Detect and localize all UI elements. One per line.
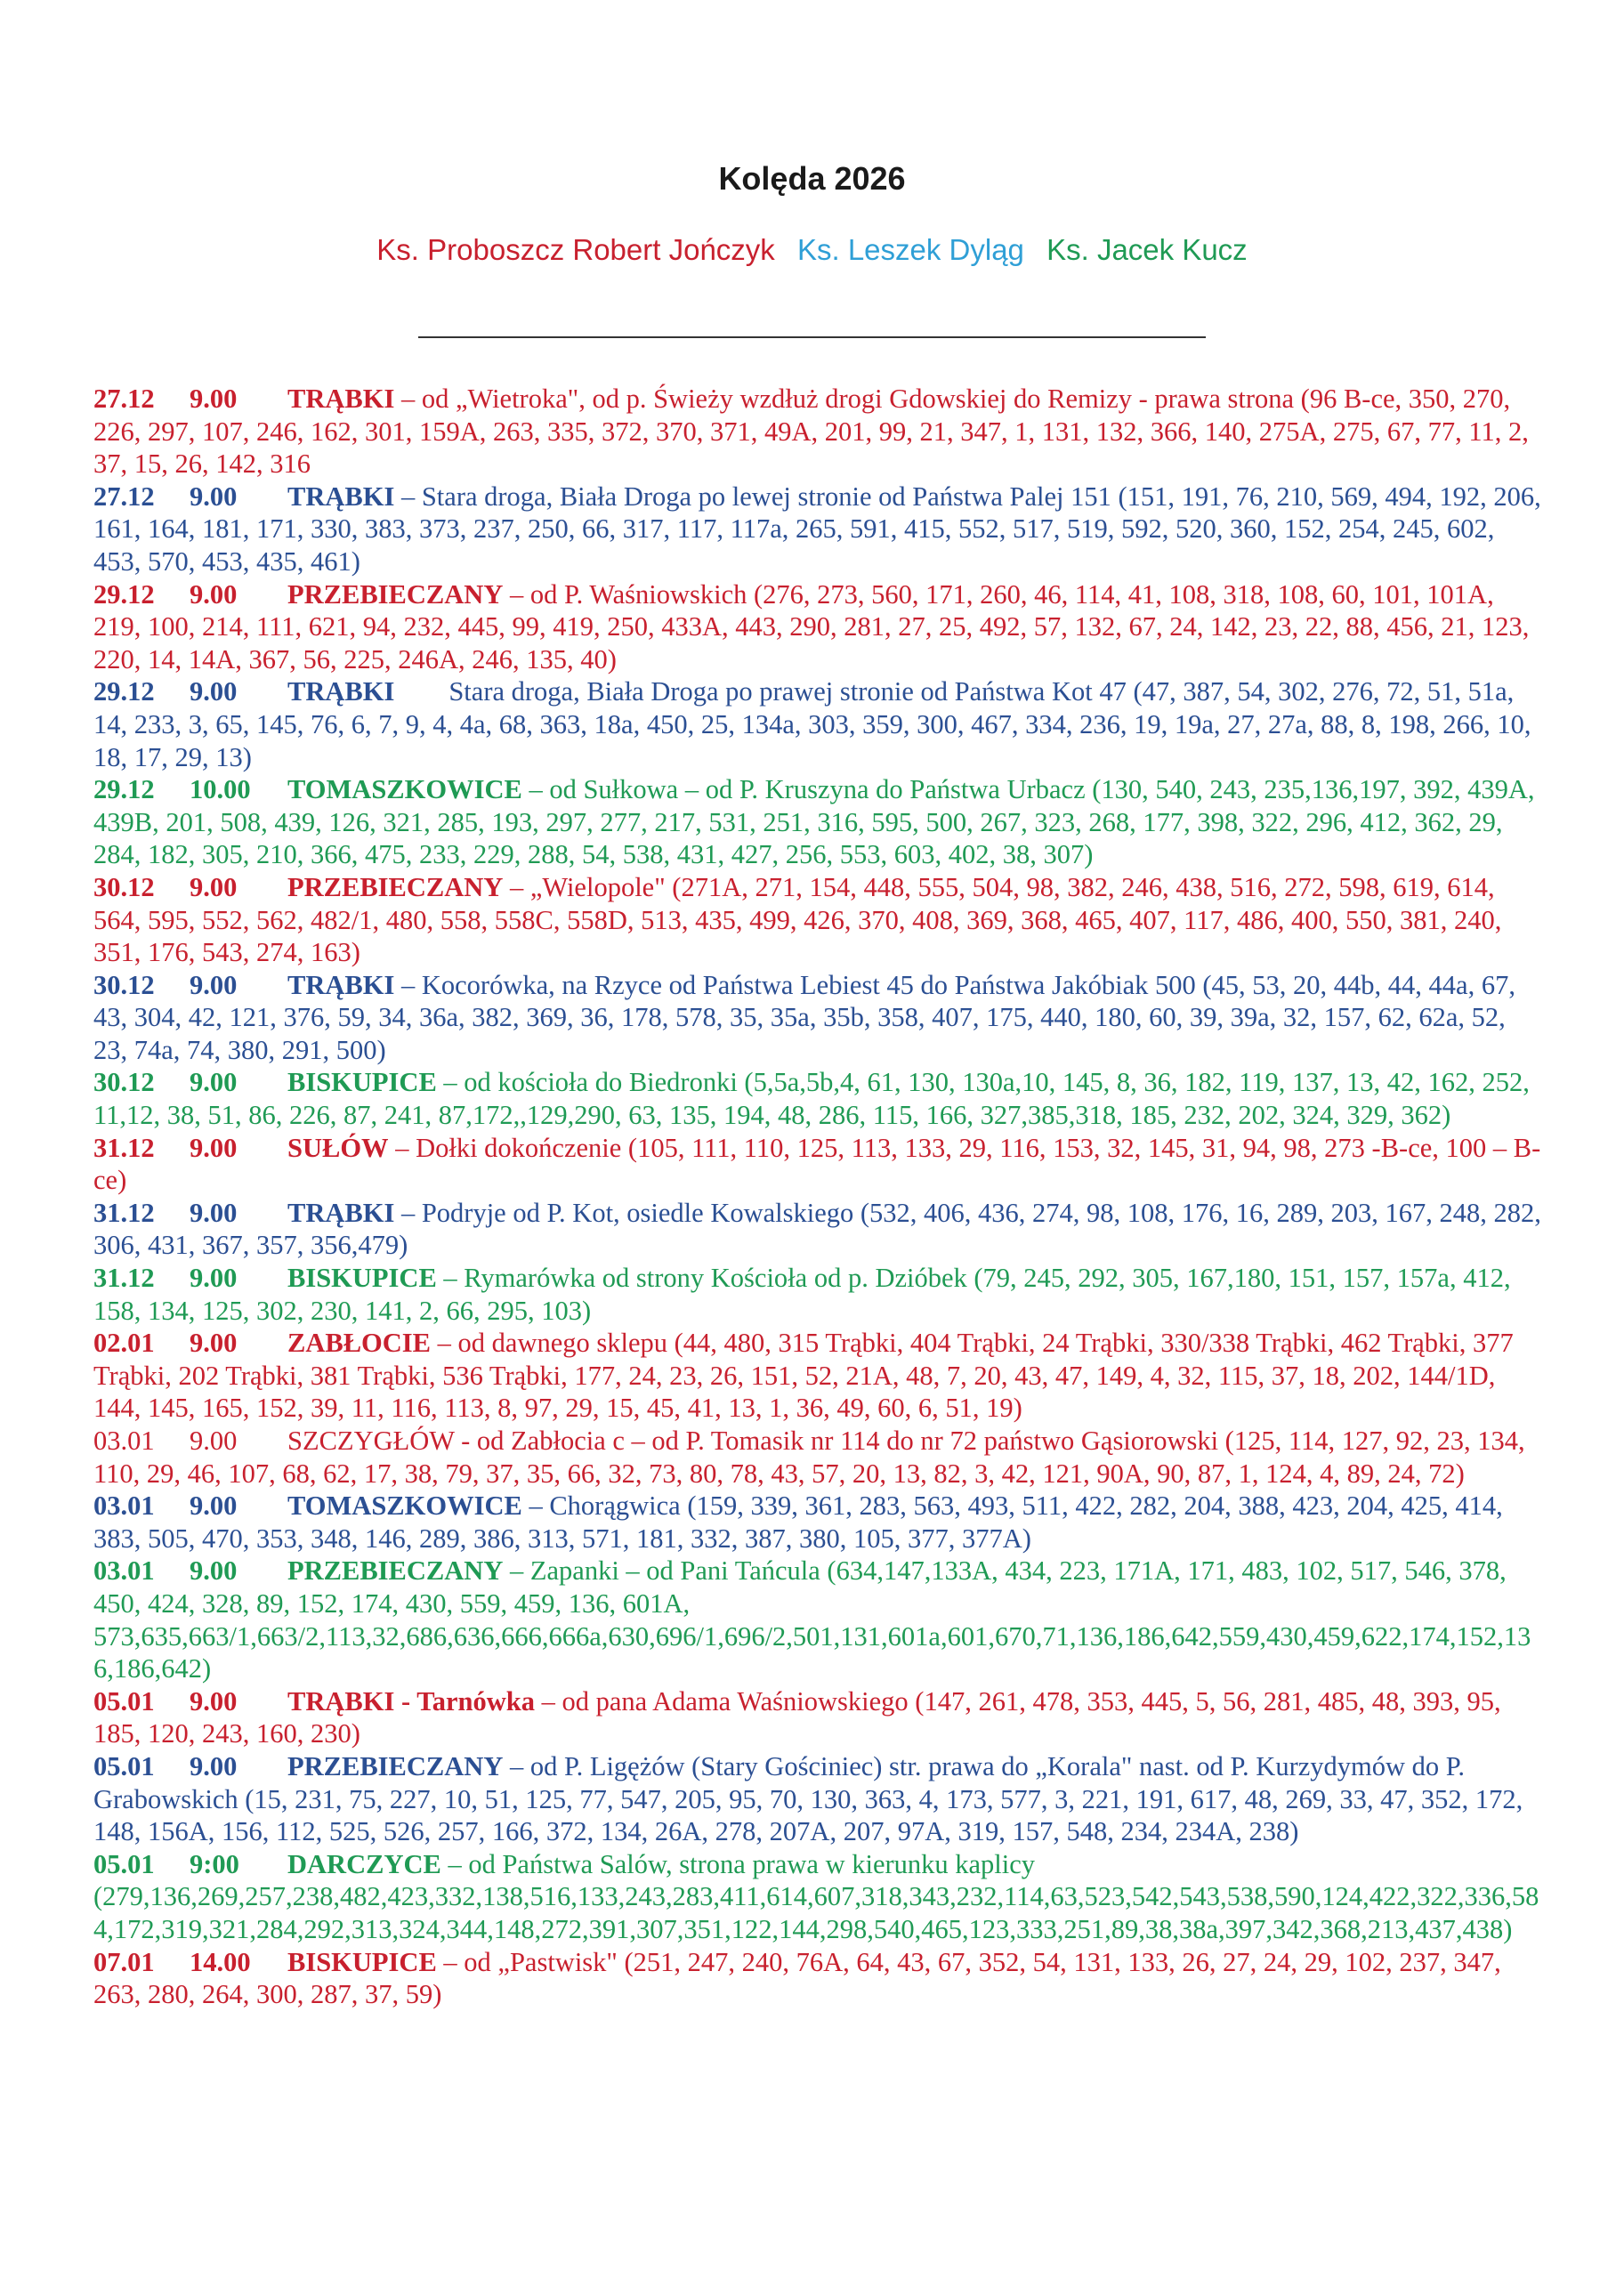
page-title: Kolęda 2026 — [718, 160, 906, 197]
entry-date: 31.12 — [93, 1132, 155, 1163]
priests-line — [0, 233, 1624, 267]
entry-date: 30.12 — [93, 871, 155, 902]
entry-place: BISKUPICE — [287, 1946, 437, 1977]
entry-description: – od P. Waśniowskich (276, 273, 560, 171, 260, 46, 114, 41, 108, 318, 108, 60, 101, 101A, 219, 100, 214, 111, 621, 94, 232, 445, 99, 419, 250, 433A, 443, 290, 281, 27, 25, 492, 57, 132, 67, 24, 142, 23, 22, 88, 456, 21, 123, 220, 14, 14A, 367, 56, 225, 246A, 246, 135, 40) — [93, 578, 1537, 675]
schedule-entry — [93, 481, 1548, 578]
entry-time: 9.00 — [190, 871, 238, 902]
entry-place: PRZEBIECZANY — [287, 871, 504, 902]
entry-time: 9.00 — [190, 1750, 238, 1781]
entry-place: TRĄBKI — [287, 1197, 395, 1228]
entry-place: PRZEBIECZANY — [287, 1750, 504, 1781]
entry-date: 29.12 — [93, 578, 155, 610]
entry-date: 30.12 — [93, 1067, 155, 1098]
entry-description: – od pana Adama Waśniowskiego (147, 261, 478, 353, 445, 5, 56, 281, 485, 48, 393, 95, 185, 120, 243, 160, 230) — [93, 1685, 1508, 1749]
entry-date: 05.01 — [93, 1848, 155, 1879]
entry-description: – „Wielopole" (271A, 271, 154, 448, 555, 504, 98, 382, 246, 438, 516, 272, 598, 619, 614, 564, 595, 552, 562, 482/1, 480, 558, 558C, 558D, 513, 435, 499, 426, 370, 408, 369, 368, 465, 407, 117, 486, 400, 550, 381, 240, 351, 176, 543, 274, 163) — [93, 871, 1508, 968]
entry-time: 9.00 — [190, 481, 238, 512]
schedule-entry — [93, 383, 1544, 481]
entry-description: – od dawnego sklepu (44, 480, 315 Trąbki, 404 Trąbki, 24 Trąbki, 330/338 Trąbki, 462 Trąbki, 377 Trąbki, 202 Trąbki, 381 Trąbki, 536 Trąbki, 177, 24, 23, 26, 151, 52, 21A, 48, 7, 20, 43, 47, 149, 4, 32, 115, 37, 18, 202, 144/1D, 144, 145, 165, 152, 39, 11, 116, 113, 8, 97, 29, 15, 45, 41, 13, 1, 36, 49, 60, 6, 51, 19) — [93, 1328, 1520, 1424]
entry-place: TOMASZKOWICE — [287, 1490, 522, 1522]
entry-time: 9.00 — [190, 1685, 238, 1717]
visit-schedule — [93, 383, 1548, 2011]
entry-date: 27.12 — [93, 481, 155, 512]
entry-place: DARCZYCE — [287, 1848, 441, 1879]
entry-place: BISKUPICE — [287, 1263, 437, 1294]
schedule-entry — [93, 1490, 1544, 1555]
schedule-entry — [93, 1685, 1544, 1750]
schedule-entry — [93, 578, 1544, 676]
entry-time: 9.00 — [190, 1067, 238, 1098]
entry-time: 9.00 — [190, 1328, 238, 1359]
entry-description: Stara droga, Biała Droga po prawej stronie od Państwa Kot 47 (47, 387, 54, 302, 276, 72, 51, 51a, 14, 233, 3, 65, 145, 76, 6, 7, 9, 4, 4a, 68, 363, 18a, 450, 25, 134a, 303, 359, 300, 467, 334, 236, 19, 19a, 27, 27a, 88, 8, 198, 266, 10, 18, 17, 29, 13) — [93, 676, 1539, 772]
entry-time: 9.00 — [190, 1132, 238, 1163]
header-divider — [418, 336, 1206, 338]
entry-description: – Podryje od P. Kot, osiedle Kowalskiego (532, 406, 436, 274, 98, 108, 176, 16, 289, 203, 167, 248, 282, 306, 431, 367, 357, 356,479) — [93, 1197, 1548, 1261]
schedule-entry — [93, 1066, 1544, 1131]
entry-description: – od „Pastwisk" (251, 247, 240, 76A, 64, 43, 67, 352, 54, 131, 133, 26, 27, 24, 29, 102, 237, 347, 263, 280, 264, 300, 287, 37, 59) — [93, 1946, 1508, 2010]
entry-date: 31.12 — [93, 1263, 155, 1294]
entry-description: – od Sułkowa – od P. Kruszyna do Państwa Urbacz (130, 540, 243, 235,136,197, 392, 439A, 439B, 201, 508, 439, 126, 321, 285, 193, 297, 277, 217, 531, 251, 316, 595, 500, 267, 323, 268, 177, 398, 322, 296, 412, 362, 29, 284, 182, 305, 210, 366, 475, 233, 229, 288, 54, 538, 431, 427, 256, 553, 603, 402, 38, 307) — [93, 774, 1542, 870]
entry-date: 05.01 — [93, 1750, 155, 1781]
entry-time: 9.00 — [190, 1263, 238, 1294]
entry-description: – od P. Ligężów (Stary Gościniec) str. prawa do „Korala" nast. od P. Kurzydymów do P. Grabowskich (15, 231, 75, 227, 10, 51, 125, 77, 547, 205, 95, 70, 130, 363, 4, 173, 577, 3, 221, 191, 617, 48, 269, 33, 47, 352, 172, 148, 156A, 156, 112, 525, 526, 257, 166, 372, 134, 26A, 278, 207A, 207, 97A, 319, 157, 548, 234, 234A, 238) — [93, 1750, 1530, 1847]
entry-date: 03.01 — [93, 1426, 155, 1456]
entry-time: 9.00 — [190, 578, 238, 610]
entry-time: 9.00 — [190, 969, 238, 1000]
schedule-entry — [93, 675, 1544, 773]
entry-place: PRZEBIECZANY — [287, 1555, 504, 1587]
entry-time: 10.00 — [190, 774, 251, 805]
entry-description: – Dołki dokończenie (105, 111, 110, 125, 113, 133, 29, 116, 153, 32, 145, 31, 94, 98, 273 -B-ce, 100 – B-ce) — [93, 1132, 1541, 1196]
entry-date: 31.12 — [93, 1197, 155, 1228]
entry-place: PRZEBIECZANY — [287, 578, 504, 610]
priest-name: Ks. Leszek Dyląg — [796, 233, 1024, 266]
entry-date: 29.12 — [93, 676, 155, 707]
schedule-entry — [93, 1262, 1544, 1327]
entry-date: 02.01 — [93, 1328, 155, 1359]
entry-time: 9.00 — [190, 384, 238, 414]
entry-date: 30.12 — [93, 969, 155, 1000]
entry-place: BISKUPICE — [287, 1067, 437, 1098]
entry-date: 07.01 — [93, 1946, 155, 1977]
entry-description: – Zapanki – od Pani Tańcula (634,147,133A, 434, 223, 171A, 171, 483, 102, 517, 546, 378, 450, 424, 328, 89, 152, 174, 430, 559, 459, 136, 601A, 573,635,663/1,663/2,113,32,686,636,666,666a,630,696/1,696/2,501,131,601a,601,670,71,136,186,642,559,430,459,622,174,152,136,186,642) — [93, 1555, 1531, 1684]
entry-description: – od Państwa Salów, strona prawa w kierunku kaplicy (279,136,269,257,238,482,423,332,138,516,133,243,283,411,614,607,318,343,232,114,63,523,542,543,538,590,124,422,322,336,584,172,319,321,284,292,313,324,344,148,272,391,307,351,122,144,298,540,465,123,333,251,89,38,38a,397,342,368,213,437,438) — [93, 1848, 1539, 1944]
schedule-entry — [93, 871, 1544, 969]
schedule-entry — [93, 1327, 1544, 1425]
schedule-entry — [93, 1555, 1544, 1684]
entry-description: – Chorągwica (159, 339, 361, 283, 563, 493, 511, 422, 282, 204, 388, 423, 204, 425, 414, 383, 505, 470, 353, 348, 146, 289, 386, 313, 571, 181, 332, 387, 380, 105, 377, 377A) — [93, 1490, 1510, 1554]
entry-time: 9.00 — [190, 1555, 238, 1587]
schedule-entry — [93, 1946, 1544, 2011]
entry-description: – Rymarówka od strony Kościoła od p. Dzióbek (79, 245, 292, 305, 167,180, 151, 157, 157a, 412, 158, 134, 125, 302, 230, 141, 2, 66, 295, 103) — [93, 1263, 1518, 1326]
schedule-entry — [93, 1750, 1544, 1848]
entry-date: 05.01 — [93, 1685, 155, 1717]
entry-time: 9.00 — [190, 1426, 238, 1456]
priest-name: Ks. Proboszcz Robert Jończyk — [376, 233, 775, 266]
entry-time: 9.00 — [190, 1197, 238, 1228]
entry-place: TRĄBKI — [287, 481, 395, 512]
entry-place: ZABŁOCIE — [287, 1328, 432, 1359]
entry-place: TRĄBKI — [287, 384, 395, 414]
schedule-entry — [93, 1425, 1544, 1490]
entry-place: TOMASZKOWICE — [287, 774, 522, 805]
entry-date: 29.12 — [93, 774, 155, 805]
schedule-entry — [93, 773, 1544, 871]
entry-description: - od Zabłocia c – od P. Tomasik nr 114 do nr 72 państwo Gąsiorowski (125, 114, 127, 92, 23, 134, 110, 29, 46, 107, 68, 62, 17, 38, 79, 37, 35, 66, 32, 73, 80, 78, 43, 57, 20, 13, 82, 3, 42, 121, 90A, 90, 87, 1, 124, 4, 89, 24, 72) — [93, 1426, 1532, 1489]
entry-time: 9.00 — [190, 676, 238, 707]
entry-time: 9.00 — [190, 1490, 238, 1522]
schedule-entry — [93, 1848, 1544, 1946]
entry-place: SUŁÓW — [287, 1132, 389, 1163]
entry-date: 03.01 — [93, 1555, 155, 1587]
entry-time: 14.00 — [190, 1946, 251, 1977]
schedule-entry — [93, 1197, 1548, 1262]
entry-place: TRĄBKI - Tarnówka — [287, 1685, 535, 1717]
schedule-entry — [93, 969, 1544, 1067]
entry-date: 03.01 — [93, 1490, 155, 1522]
entry-place: TRĄBKI — [287, 676, 395, 707]
schedule-entry — [93, 1132, 1544, 1197]
entry-time: 9:00 — [190, 1848, 239, 1879]
entry-date: 27.12 — [93, 384, 155, 414]
priest-name: Ks. Jacek Kucz — [1046, 233, 1248, 266]
entry-description: – Kocorówka, na Rzyce od Państwa Lebiest 45 do Państwa Jakóbiak 500 (45, 53, 20, 44b, 44, 44a, 67, 43, 304, 42, 121, 376, 59, 34, 36a, 382, 369, 36, 178, 578, 35, 35a, 35b, 358, 407, 175, 440, 180, 60, 39, 39a, 32, 157, 62, 62a, 52, 23, 74a, 74, 380, 291, 500) — [93, 969, 1523, 1065]
entry-place: TRĄBKI — [287, 969, 395, 1000]
entry-description: – od kościoła do Biedronki (5,5a,5b,4, 61, 130, 130a,10, 145, 8, 36, 182, 119, 137, 13, 42, 162, 252, 11,12, 38, 51, 86, 226, 87, 241, 87,172,,129,290, 63, 135, 194, 48, 286, 115, 166, 327,385,318, 185, 232, 202, 324, 329, 362) — [93, 1067, 1537, 1131]
entry-description: – Stara droga, Biała Droga po lewej stronie od Państwa Palej 151 (151, 191, 76, 210, 569, 494, 192, 206, 161, 164, 181, 171, 330, 383, 373, 237, 250, 66, 317, 117, 117a, 265, 591, 415, 552, 517, 519, 592, 520, 360, 152, 254, 245, 602, 453, 570, 453, 435, 461) — [93, 481, 1548, 577]
entry-description: – od „Wietroka", od p. Świeży wzdłuż drogi Gdowskiej do Remizy - prawa strona (96 B-ce, 350, 270, 226, 297, 107, 246, 162, 301, 159A, 263, 335, 372, 370, 371, 49A, 201, 99, 21, 347, 1, 131, 132, 366, 140, 275A, 275, 67, 77, 11, 2, 37, 15, 26, 142, 316 — [93, 384, 1536, 480]
entry-place: SZCZYGŁÓW — [287, 1426, 455, 1456]
